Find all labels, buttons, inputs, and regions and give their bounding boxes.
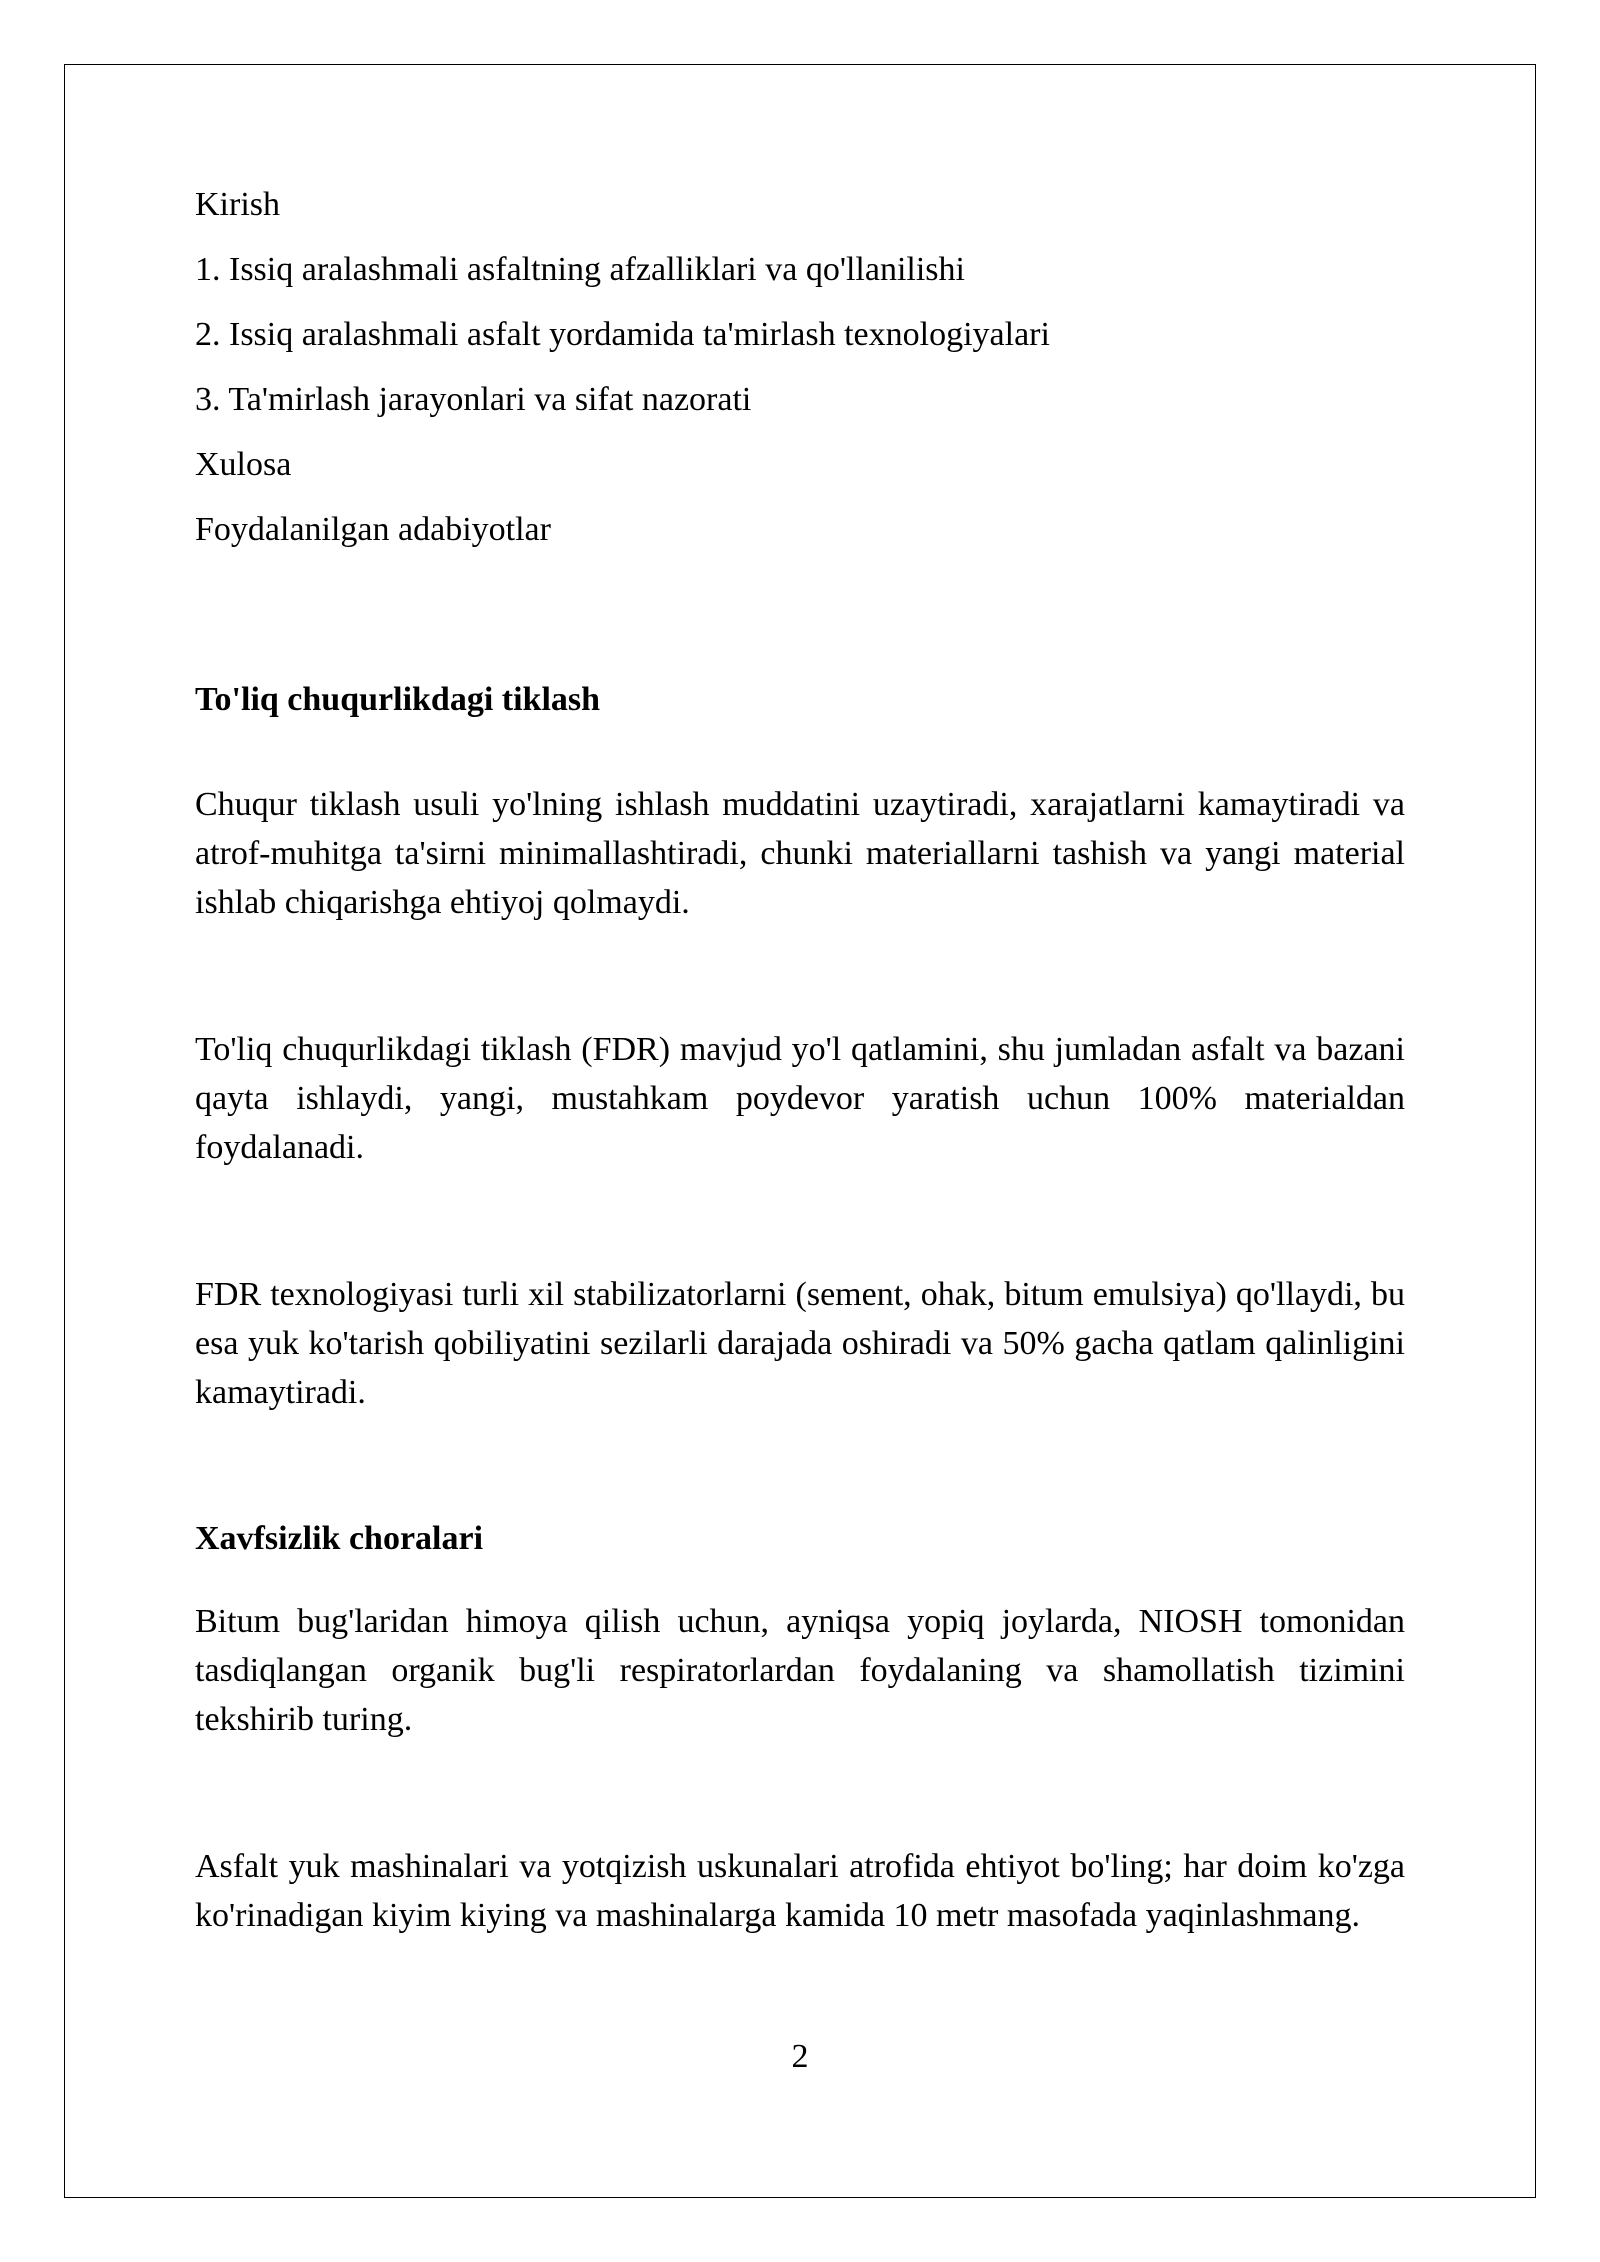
paragraph: Chuqur tiklash usuli yo'lning ishlash muddatini uzaytiradi, xarajatlarni kamaytiradi va atrof-muhitga ta'sirni minimallashtiradi, chunki materiallarni tashish va yangi material ishlab chiqarishga ehtiyoj qolmaydi.	[195, 786, 1405, 921]
toc-item-introduction: Kirish	[195, 186, 280, 223]
paragraph: To'liq chuqurlikdagi tiklash (FDR) mavjud yo'l qatlamini, shu jumladan asfalt va bazani qayta ishlaydi, yangi, mustahkam poydevor yaratish uchun 100% materialdan foydalanadi.	[195, 1031, 1405, 1166]
toc-item-references: Foydalanilgan adabiyotlar	[195, 511, 551, 548]
page-number: 2	[791, 2038, 809, 2075]
toc-item-chapter-2: 2. Issiq aralashmali asfalt yordamida ta'mirlash texnologiyalari	[195, 316, 1050, 353]
toc-item-conclusion: Xulosa	[195, 446, 292, 483]
document-body	[195, 185, 1405, 1940]
section-heading-safety-measures: Xavfsizlik choralari	[195, 1520, 484, 1557]
paragraph: Asfalt yuk mashinalari va yotqizish uskunalari atrofida ehtiyot bo'ling; har doim ko'zga ko'rinadigan kiyim kiying va mashinalarga kamida 10 metr masofada yaqinlashmang.	[195, 1848, 1405, 1934]
paragraph: FDR texnologiyasi turli xil stabilizatorlarni (sement, ohak, bitum emulsiya) qo'llaydi, bu esa yuk ko'tarish qobiliyatini sezilarli darajada oshiradi va 50% gacha qatlam qalinligini kamaytiradi.	[195, 1276, 1405, 1411]
table-of-contents	[195, 185, 1405, 550]
paragraph: Bitum bug'laridan himoya qilish uchun, ayniqsa yopiq joylarda, NIOSH tomonidan tasdiqlangan organik bug'li respiratorlardan foydalaning va shamollatish tizimini tekshirib turing.	[195, 1603, 1405, 1738]
toc-item-chapter-3: 3. Ta'mirlash jarayonlari va sifat nazorati	[195, 381, 752, 418]
section-heading-full-depth-reclamation: To'liq chuqurlikdagi tiklash	[195, 681, 601, 718]
toc-item-chapter-1: 1. Issiq aralashmali asfaltning afzalliklari va qo'llanilishi	[195, 251, 965, 288]
